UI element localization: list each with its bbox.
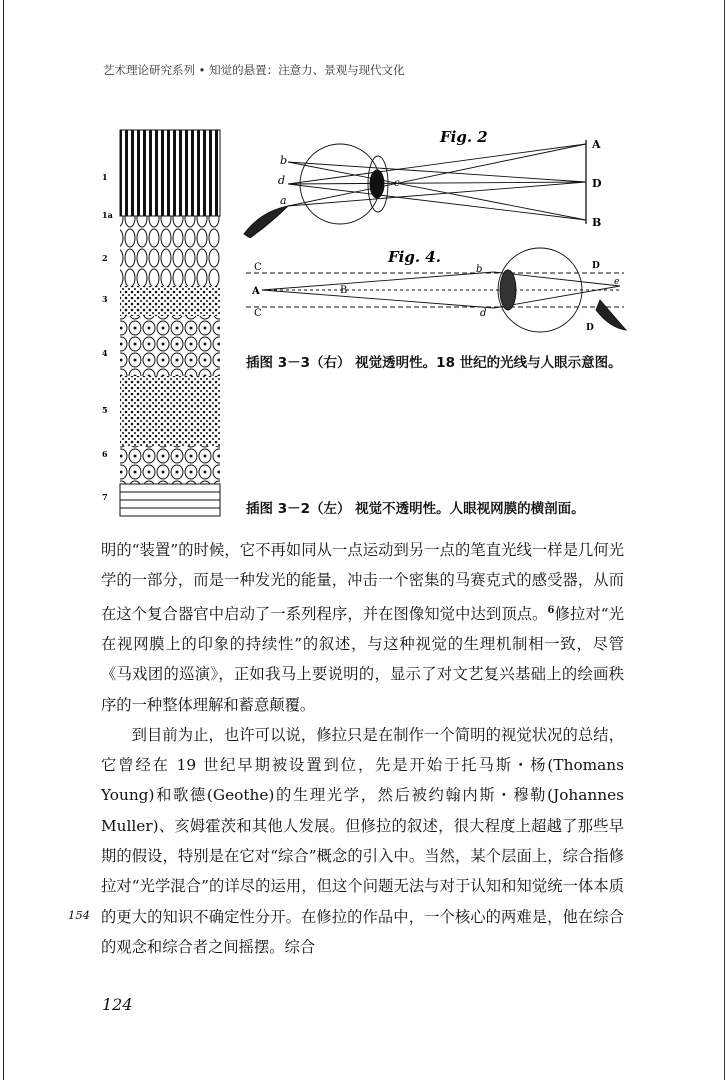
fig2-label-D: D xyxy=(592,177,602,190)
paragraph-1-continued: 修拉对“光在视网膜上的印象的持续性”的叙述，与这种视觉的生理机制相一致，尽管《马戏团的巡演》，正如我马上要说明的，显示了对文艺复兴基础上的绘画秩序的一种整体理解和蓄意颠覆。 xyxy=(101,604,624,714)
fig4-label-C-top: C xyxy=(254,262,262,273)
body-text xyxy=(101,535,624,962)
page-edge-right xyxy=(724,0,725,1080)
figure-caption-3-3: 插图 3－3（右） 视觉透明性。18 世纪的光线与人眼示意图。 xyxy=(246,355,622,371)
page-edge-left xyxy=(3,0,4,1080)
layer-label-1: 1 xyxy=(102,172,108,182)
layer-label-2: 2 xyxy=(102,253,108,263)
fig4-label-A: A xyxy=(252,286,260,297)
fig4-label-b: b xyxy=(476,264,483,275)
fig2-label-c: c xyxy=(394,178,400,189)
fig2-title: Fig. 2 xyxy=(440,128,488,146)
fig4-label-d: d xyxy=(480,308,487,319)
fig2-label-d: d xyxy=(278,174,286,187)
layer-label-1a: 1a xyxy=(102,210,113,220)
layer-label-7: 7 xyxy=(102,492,108,502)
retina-layers xyxy=(120,130,220,516)
fig4-label-C-bottom: C xyxy=(254,308,262,319)
fig4-label-D-top: D xyxy=(592,261,600,271)
fig2-label-b: b xyxy=(280,154,288,167)
fig4-label-D-bottom: D xyxy=(586,323,594,333)
fig2-label-A: A xyxy=(592,138,601,151)
paragraph-1-text: 明的“装置”的时候，它不再如同从一点运动到另一点的笔直光线一样是几何光学的一部分，而是一种发光的能量，冲击一个密集的马赛克式的感受器，从而在这个复合器官中启动了一系列程序，并在图像知觉中达到顶点。 xyxy=(101,541,624,623)
layer-label-5: 5 xyxy=(102,405,108,415)
figure-caption-3-2: 插图 3－2（左） 视觉不透明性。人眼视网膜的横剖面。 xyxy=(246,501,585,517)
page-number: 124 xyxy=(102,995,133,1014)
fig4-light-ray-diagram xyxy=(240,244,630,340)
fig2-light-ray-diagram xyxy=(240,122,610,238)
fig4-label-e: e xyxy=(614,277,620,287)
fig2-label-a: a xyxy=(280,194,287,207)
footnote-marker: 6 xyxy=(547,604,555,616)
body-paragraph-1 xyxy=(101,535,624,720)
retina-cross-section-figure xyxy=(100,128,230,520)
fig2-drawing xyxy=(244,140,586,238)
body-paragraph-2: 到目前为止，也许可以说，修拉只是在制作一个简明的视觉状况的总结，它曾经在 19 世纪早期被设置到位，先是开始于托马斯・杨(Thomans Young)和歌德(Geothe)的生理光学，然后被约翰内斯・穆勒(Johannes Muller)、亥姆霍茨和其他人发展。但修拉的叙述，很大程度上超越了那些早期的假设，特别是在它对“综合”概念的引入中。当然，某个层面上，综合指修拉对“光学混合”的详尽的运用，但这个问题无法与对于认知和知觉统一体本质的更大的知识不确定性分开。在修拉的作品中，一个核心的两难是，他在综合的观念和综合者之间摇摆。综合 xyxy=(101,725,624,956)
layer-label-3: 3 xyxy=(102,294,108,304)
running-head: 艺术理论研究系列 • 知觉的悬置：注意力、景观与现代文化 xyxy=(103,63,405,77)
margin-page-number: 154 xyxy=(68,908,90,922)
fig2-label-B: B xyxy=(592,216,602,229)
layer-label-6: 6 xyxy=(102,449,108,459)
fig4-title: Fig. 4. xyxy=(388,248,441,266)
layer-label-4: 4 xyxy=(102,348,108,358)
fig4-label-B: B xyxy=(340,285,348,296)
